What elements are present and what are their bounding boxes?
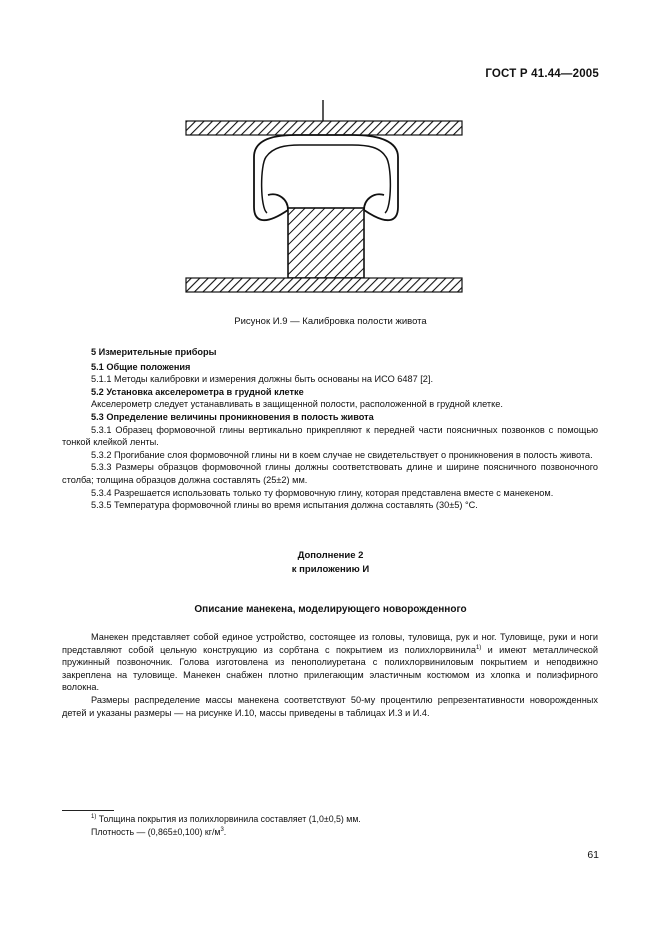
paragraph	[62, 631, 598, 694]
subsection-title: 5.2 Установка акселерометра в грудной клетке	[91, 386, 304, 397]
figure-caption: Рисунок И.9 — Калибровка полости живота	[234, 316, 427, 327]
section-title: 5 Измерительные приборы	[91, 347, 217, 357]
paragraph: 5.3.1 Образец формовочной глины вертикально прикрепляют к передней части поясничных позвонков с помощью тонкой клейкой ленты.	[62, 424, 598, 448]
addendum-heading: Описание манекена, моделирующего новорожденного	[194, 604, 467, 615]
paragraph: 5.3.2 Прогибание слоя формовочной глины ни в коем случае не свидетельствует о проникновения в полость живота.	[91, 449, 593, 460]
abdomen-calibration-figure	[170, 95, 480, 305]
paragraph: 5.3.5 Температура формовочной глины во время испытания должна составлять (30±5) °С.	[91, 500, 478, 511]
footnote-text: Плотность — (0,865±0,100) кг/м	[91, 827, 221, 837]
clay-block	[288, 208, 364, 278]
addendum-title: Дополнение 2	[297, 550, 364, 561]
upper-plate	[186, 121, 462, 135]
section-5	[62, 346, 598, 512]
document-code: ГОСТ Р 41.44—2005	[485, 68, 599, 80]
addendum-subtitle: к приложению И	[291, 564, 370, 575]
paragraph: 5.3.3 Размеры образцов формовочной глины должны соответствовать длине и ширине поясничного позвоночного столба; толщина образцов должна составлять (25±2) мм.	[62, 462, 598, 485]
subsection-title: 5.1 Общие положения	[91, 361, 191, 372]
paragraph-text: Манекен представляет собой единое устройство, состоящее из головы, туловища, рук и ног. Туловище, руки и ноги представляют собой цельную конструкцию из сорбтана с покрытием из полихлорвинила	[62, 632, 598, 655]
paragraph: 5.3.4 Разрешается использовать только ту формовочную глину, которая представлена вместе с манекеном.	[91, 487, 554, 498]
paragraph: Акселерометр следует устанавливать в защищенной полости, расположенной в грудной клетке.	[91, 399, 503, 410]
paragraph: Размеры распределение массы манекена соответствуют 50-му процентилю репрезентативности новорожденных детей и указаны размеры — на рисунке И.10, массы приведены в таблицах И.3 и И.4.	[62, 694, 598, 718]
abdomen-inner	[262, 145, 391, 213]
footnote-ref: 1)	[475, 644, 482, 651]
superscript: 3	[220, 827, 224, 834]
footnote-line-2	[91, 827, 226, 837]
footnote-text: Толщина покрытия из полихлорвинила составляет (1,0±0,5) мм.	[96, 814, 361, 824]
lower-plate	[186, 278, 462, 292]
footnote-marker: 1)	[91, 814, 97, 821]
footnote-text: .	[223, 827, 227, 837]
footnote-line-1	[91, 814, 361, 824]
page-number: 61	[587, 849, 599, 861]
paragraph-text: и имеют металлической пружинный позвоночник. Голова изготовлена из пенополиуретана с полихлорвиниловым покрытием и неподвижно закреплена на туловище. Манекен снабжен плотно прилегающим эластичным костюмом из хлопка и полиэфирного волокна.	[62, 644, 598, 693]
addendum-body	[62, 631, 598, 719]
paragraph: 5.1.1 Методы калибровки и измерения должны быть основаны на ИСО 6487 [2].	[91, 374, 434, 385]
footnote-separator	[62, 810, 114, 811]
subsection-title: 5.3 Определение величины проникновения в полость живота	[91, 411, 374, 422]
